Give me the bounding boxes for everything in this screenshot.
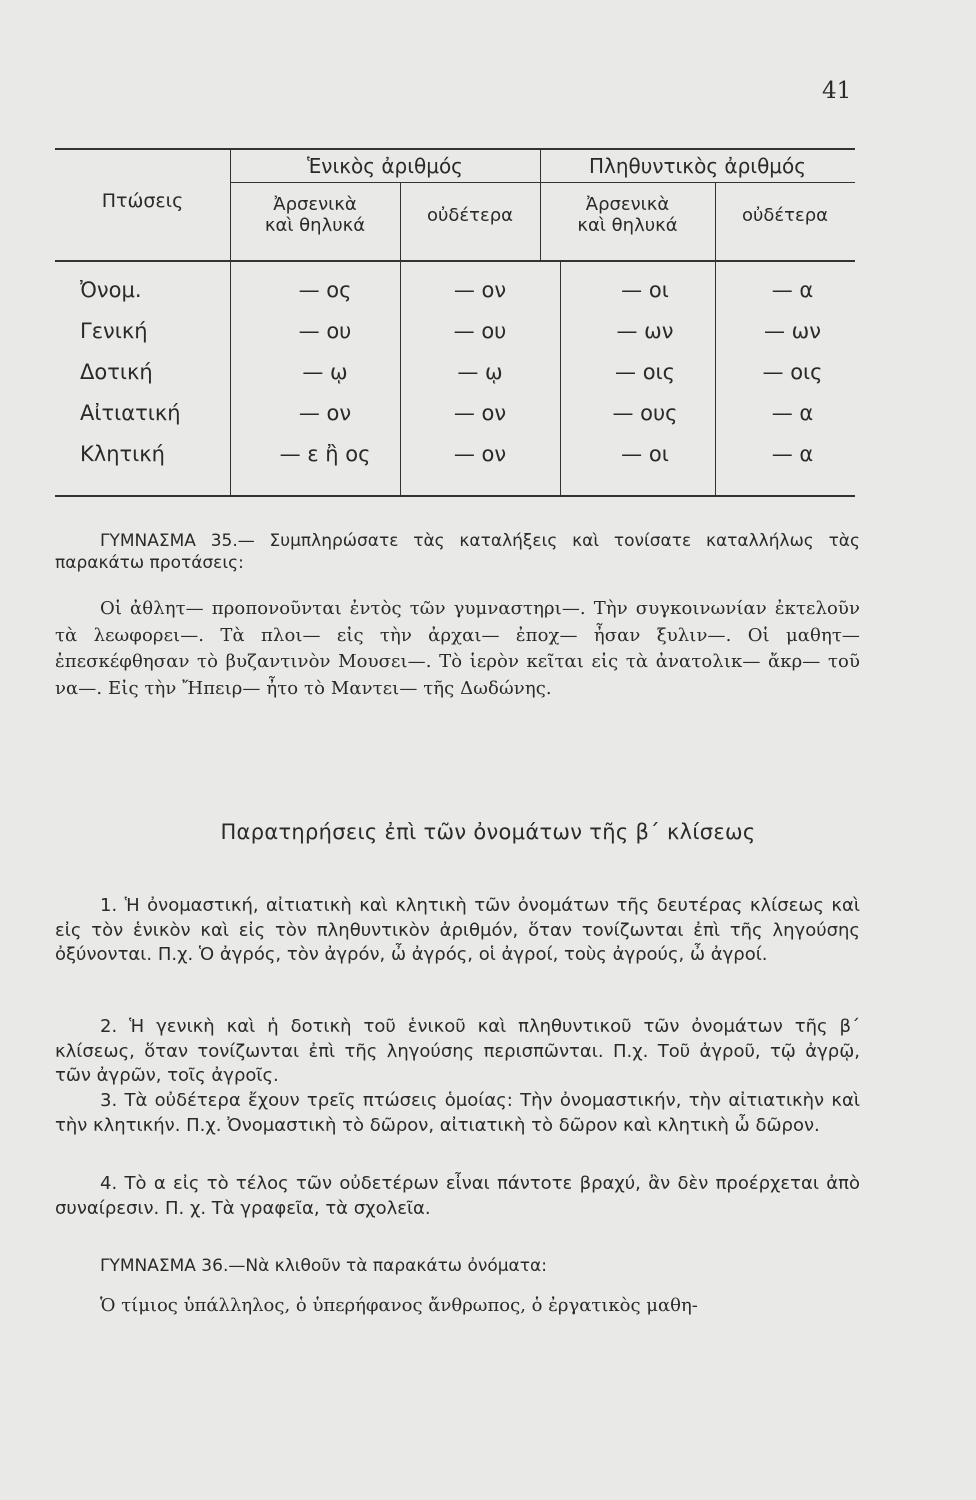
- declension-table: [55, 148, 855, 497]
- header-plural: Πληθυντικὸς ἀριθμός: [588, 154, 807, 178]
- exercise-35-text: Οἱ ἀθλητ— προπονοῦνται ἐντὸς τῶν γυμναστηρι—. Τὴν συγκοινωνίαν ἐκτελοῦν τὰ λεωφορει—. Τὰ πλοι— εἰς τὴν ἀρχαι— ἐποχ— ἦσαν ξυλιν—. Οἱ μαθητ— ἐπεσκέφθησαν τὸ βυζαντινὸν Μουσει—. Τὸ ἱερὸν κεῖται εἰς τὰ ἀνατολικ— ἄκρ— τοῦ να—. Εἰς τὴν Ἤπειρ— ἦτο τὸ Μαντει— τῆς Δωδώνης.: [55, 598, 860, 699]
- observation-1: 1. Ἡ ὀνομαστική, αἰτιατικὴ καὶ κλητικὴ τῶν ὀνομάτων τῆς δευτέρας κλίσεως καὶ εἰς τὸν ἑνικὸν καὶ εἰς τὸν πληθυντικὸν ἀριθμόν, ὅταν τονίζωνται ἐπὶ τῆς ληγούσης ὀξύνονται. Π.χ. Ὁ ἀγρός, τὸν ἀγρόν, ὦ ἀγρός, οἱ ἀγροί, τοὺς ἀγρούς, ὦ ἀγροί.: [55, 895, 860, 965]
- ending-pl-n: — α: [771, 442, 814, 466]
- section-heading: Παρατηρήσεις ἐπὶ τῶν ὀνομάτων τῆς β΄ κλίσεως: [220, 820, 756, 844]
- observation-4: 4. Τὸ α εἰς τὸ τέλος τῶν οὐδετέρων εἶναι πάντοτε βραχύ, ἂν δὲν προέρχεται ἀπὸ συναίρεσιν. Π. χ. Τὰ γραφεῖα, τὰ σχολεῖα.: [55, 1173, 860, 1219]
- ending-sg-n: — ον: [453, 278, 507, 302]
- ending-pl-mf: — οι: [621, 442, 669, 466]
- exercise-35-instruction: ΓΥΜΝΑΣΜΑ 35.— Συμπληρώσατε τὰς καταλήξεις καὶ τονίσατε καταλλήλως τὰς παρακάτω προτάσεις:: [55, 531, 860, 573]
- header-sg-masc-fem: Ἀρσενικὰ καὶ θηλυκά: [264, 194, 366, 236]
- exercise-35-title: ΓΥΜΝΑΣΜΑ 35.: [100, 531, 238, 551]
- table-row: [55, 401, 855, 441]
- ending-pl-mf: — οις: [615, 360, 675, 384]
- exercise-36-title: ΓΥΜΝΑΣΜΑ 36.: [100, 1256, 229, 1276]
- ending-sg-n: — ῳ: [457, 360, 503, 384]
- page-number: 41: [822, 78, 852, 104]
- ending-pl-mf: — οι: [621, 278, 669, 302]
- ending-pl-mf: — ων: [616, 319, 674, 343]
- header-pl-neuter: οὐδέτερα: [741, 205, 829, 226]
- ending-sg-mf: — ῳ: [302, 360, 348, 384]
- table-row: [55, 360, 855, 400]
- ending-sg-mf: — ου: [298, 319, 352, 343]
- ending-sg-n: — ον: [453, 401, 507, 425]
- ending-pl-n: — οις: [762, 360, 823, 384]
- ending-pl-n: — ων: [764, 319, 821, 343]
- ending-sg-n: — ον: [453, 442, 507, 466]
- case-name: Κλητική: [80, 442, 165, 466]
- header-singular: Ἑνικὸς ἀριθμός: [307, 154, 463, 178]
- ending-pl-mf: — ους: [612, 401, 678, 425]
- table-row: [55, 319, 855, 359]
- case-name: Ὀνομ.: [80, 278, 142, 302]
- exercise-36-text: Ὁ τίμιος ὑπάλληλος, ὁ ὑπερήφανος ἄνθρωπος, ὁ ἐργατικὸς μαθη-: [100, 1295, 698, 1316]
- case-name: Γενική: [80, 319, 148, 343]
- header-cases: Πτώσεις: [101, 190, 184, 212]
- case-name: Δοτική: [80, 360, 153, 384]
- table-header: [55, 150, 855, 262]
- header-sg-neuter: οὐδέτερα: [426, 205, 514, 226]
- table-row: [55, 278, 855, 318]
- ending-sg-mf: — ε ἢ ος: [279, 442, 371, 466]
- ending-sg-mf: — ος: [298, 278, 352, 302]
- ending-pl-n: — α: [771, 278, 814, 302]
- ending-sg-mf: — ον: [298, 401, 352, 425]
- observation-3: 3. Τὰ οὐδέτερα ἔχουν τρεῖς πτώσεις ὁμοίας: Τὴν ὀνομαστικήν, τὴν αἰτιατικὴν καὶ τὴν κλητικήν. Π.χ. Ὀνομαστικὴ τὸ δῶρον, αἰτιατικὴ τὸ δῶρον καὶ κλητικὴ ὦ δῶρον.: [55, 1090, 860, 1136]
- table-body: [55, 262, 855, 495]
- observation-2: 2. Ἡ γενικὴ καὶ ἡ δοτικὴ τοῦ ἑνικοῦ καὶ πληθυντικοῦ τῶν ὀνομάτων τῆς β΄ κλίσεως, ὅταν τονίζωνται ἐπὶ τῆς ληγούσης περισπῶνται. Π.χ. Τοῦ ἀγροῦ, τῷ ἀγρῷ, τῶν ἀγρῶν, τοῖς ἀγροῖς.: [55, 1016, 860, 1086]
- case-name: Αἰτιατική: [80, 401, 181, 425]
- table-row: [55, 442, 855, 482]
- exercise-36-instruction: ΓΥΜΝΑΣΜΑ 36.—Νὰ κλιθοῦν τὰ παρακάτω ὀνόματα:: [100, 1256, 547, 1276]
- header-pl-masc-fem: Ἀρσενικὰ καὶ θηλυκά: [577, 194, 678, 236]
- ending-pl-n: — α: [771, 401, 814, 425]
- ending-sg-n: — ου: [453, 319, 507, 343]
